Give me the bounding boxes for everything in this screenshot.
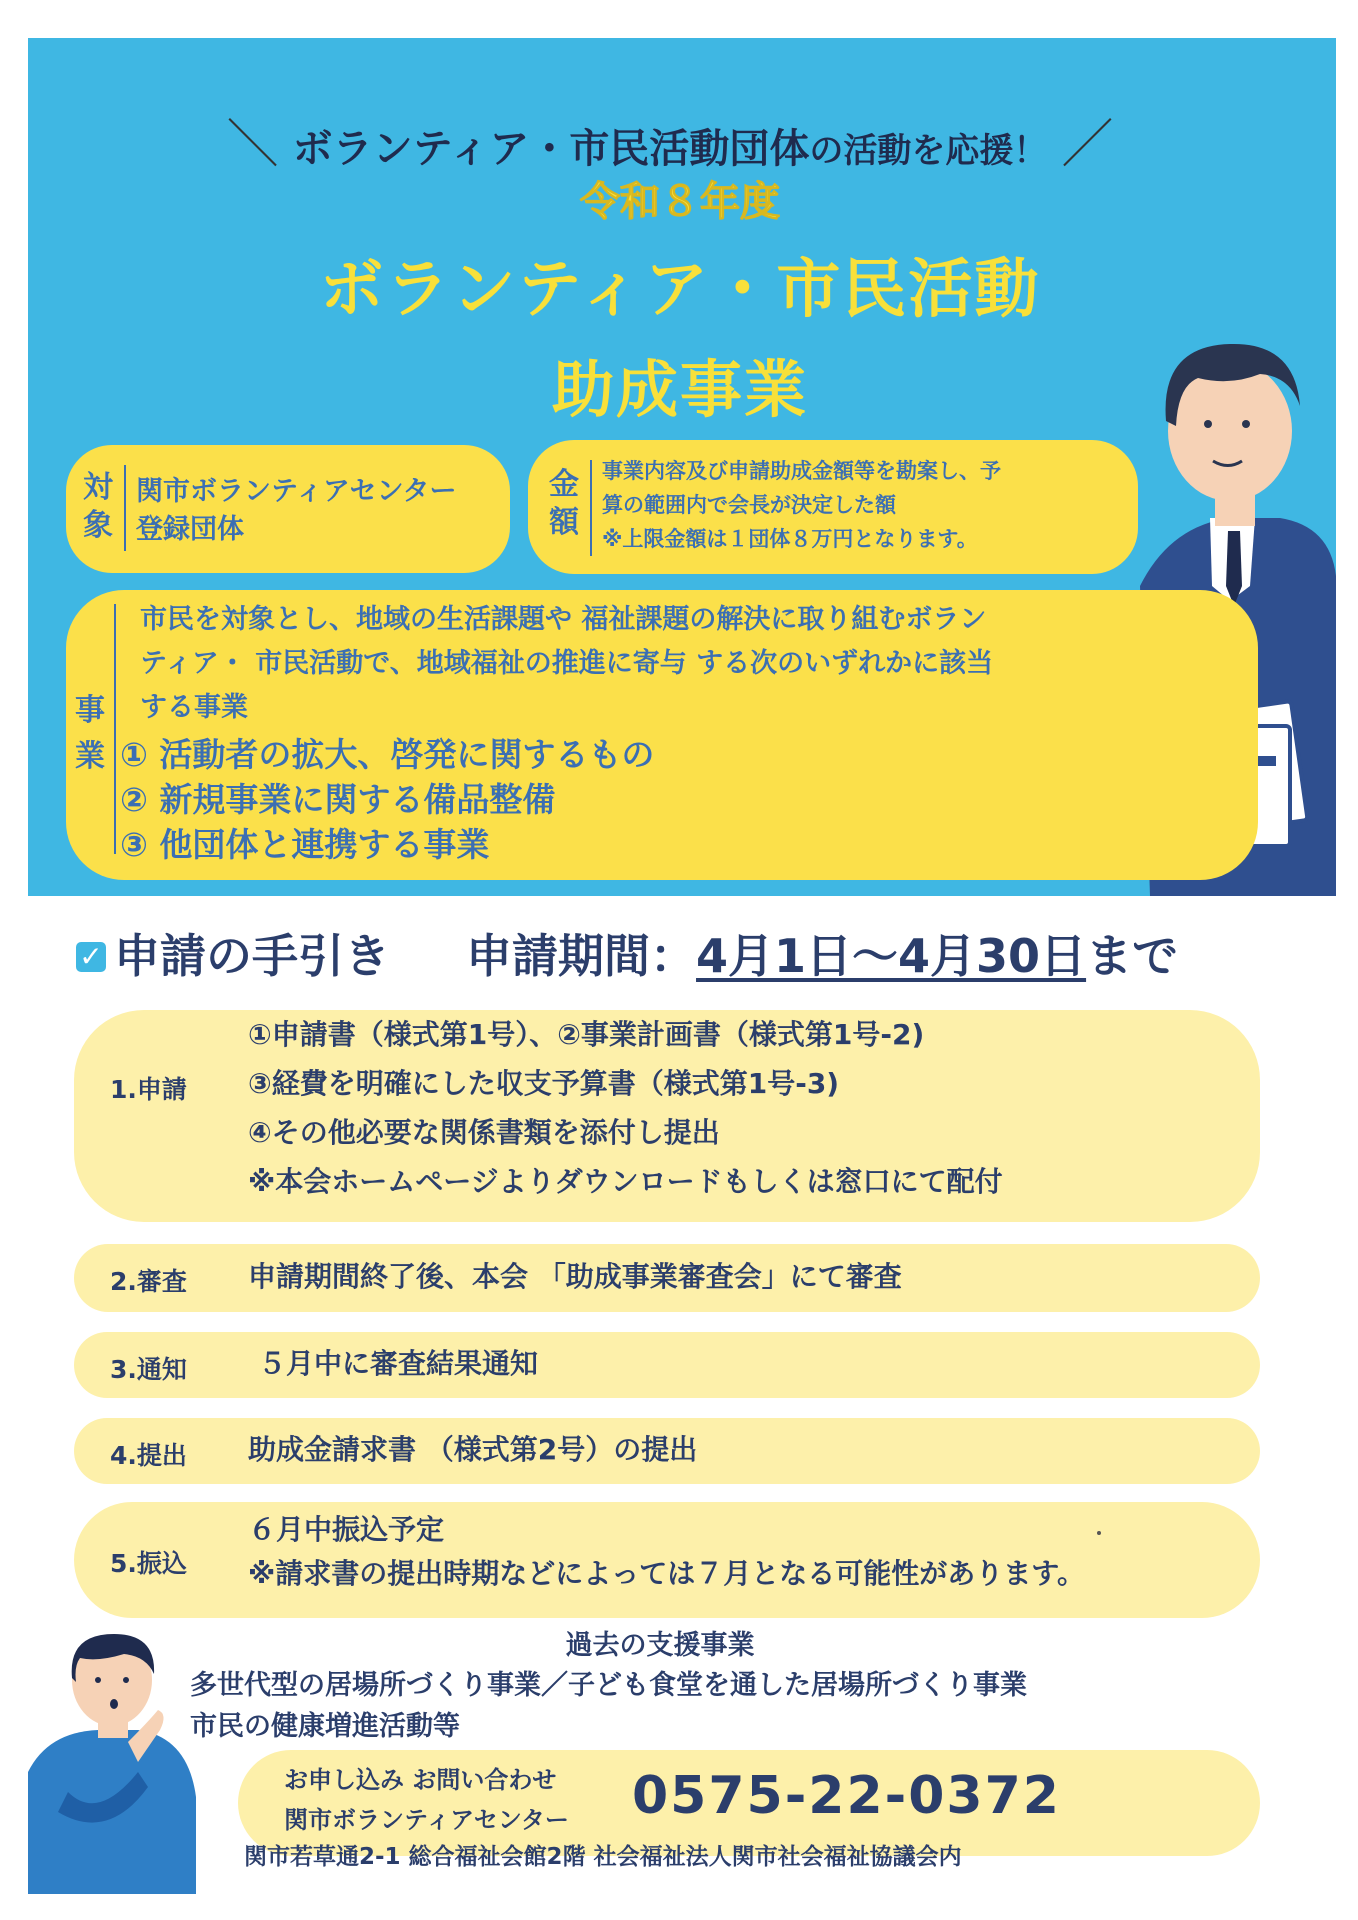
- divider: [114, 604, 116, 854]
- decor-slash-left: ＼: [226, 115, 279, 175]
- amount-head: 金 額: [549, 467, 579, 540]
- contact-inquiry: お申し込み お問い合わせ: [284, 1766, 557, 1794]
- step-text: ５月中に審査結果通知: [258, 1347, 539, 1380]
- step-label: 4.提出: [110, 1441, 187, 1470]
- period-value: 4月1日～4月30日: [696, 929, 1087, 983]
- thinking-man-illustration: [28, 1622, 198, 1894]
- step-text: 申請期間終了後、本会 「助成事業審査会」にて審査: [248, 1260, 902, 1293]
- step-label: 2.審査: [110, 1267, 187, 1296]
- contact-address: 関市若草通2-1 総合福祉会館2階 社会福祉法人関市社会福祉協議会内: [244, 1844, 962, 1870]
- target-head: 対 象: [83, 470, 113, 543]
- step-label: 3.通知: [110, 1355, 187, 1384]
- step-text: 助成金請求書 （様式第2号）の提出: [248, 1433, 698, 1466]
- step-5: [74, 1502, 1260, 1618]
- step-text: ６月中振込予定 ※請求書の提出時期などによっては７月となる可能性があります。: [248, 1513, 1085, 1590]
- divider: [590, 460, 592, 556]
- target-text: 関市ボランティアセンター 登録団体: [136, 476, 457, 545]
- page-title-line2: 助成事業: [551, 353, 808, 426]
- project-head: 事 業: [75, 693, 105, 774]
- checkbox-icon: ✓: [76, 942, 106, 972]
- step-4: [74, 1418, 1260, 1484]
- tagline-rest: の活動を応援！: [809, 131, 1048, 171]
- fiscal-year: 令和８年度: [580, 179, 780, 225]
- tagline-emphasis: ボランティア・市民活動団体: [292, 126, 810, 172]
- amount-pill: [528, 440, 1138, 574]
- guide-title: 申請の手引き: [114, 929, 390, 983]
- period-suffix: まで: [1086, 929, 1179, 983]
- step-label: 1.申請: [110, 1075, 187, 1104]
- past-projects-line1: 多世代型の居場所づくり事業／子ども食堂を通した居場所づくり事業: [190, 1670, 1027, 1701]
- past-projects-title: 過去の支援事業: [565, 1630, 755, 1661]
- guide-header: [76, 920, 1336, 984]
- target-pill: [66, 445, 510, 573]
- step-1: [74, 1010, 1260, 1222]
- step-text: ①申請書（様式第1号）、②事業計画書（様式第1号-2) ③経費を明確にした収支予算書（様式第1号-3) ④その他必要な関係書類を添付し提出 ※本会ホームページよりダウンロードもしくは窓口にて配付: [248, 1018, 1003, 1198]
- step-2: [74, 1244, 1260, 1312]
- contact-phone[interactable]: 0575-22-0372: [632, 1766, 1061, 1826]
- page-title-line1: ボランティア・市民活動: [319, 253, 1041, 327]
- project-items: [120, 732, 654, 867]
- speck: [1097, 1531, 1101, 1535]
- tagline: [190, 102, 1150, 175]
- step-label: 5.振込: [110, 1549, 187, 1578]
- amount-text: 事業内容及び申請助成金額等を勘案し、予 算の範囲内で会長が決定した額 ※上限金額は１団体８万円となります。: [602, 459, 1001, 551]
- period-label: 申請期間：: [466, 929, 697, 983]
- step-3: [74, 1332, 1260, 1398]
- decor-slash-right: ／: [1061, 115, 1114, 175]
- past-projects-line2: 市民の健康増進活動等: [190, 1711, 460, 1742]
- divider: [124, 465, 126, 551]
- list-item: ② 新規事業に関する備品整備: [120, 780, 556, 819]
- list-item: ① 活動者の拡大、啓発に関するもの: [120, 735, 655, 774]
- list-item: ③ 他団体と連携する事業: [120, 825, 490, 864]
- project-description: 市民を対象とし、地域の生活課題や 福祉課題の解決に取り組むボラン ティア・ 市民活動で、地域福祉の推進に寄与 する次のいずれかに該当 する事業: [140, 604, 994, 723]
- project-pill: [66, 590, 1258, 880]
- contact-center: 関市ボランティアセンター: [284, 1806, 569, 1834]
